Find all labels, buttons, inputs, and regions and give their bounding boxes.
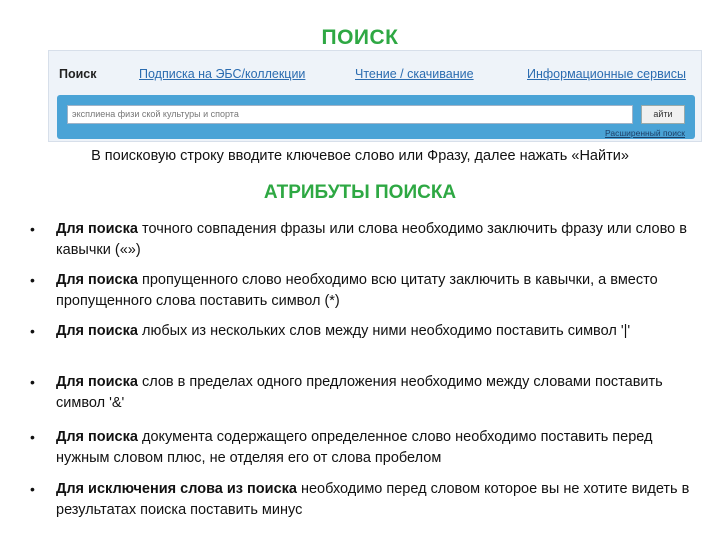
nav-item-subscription[interactable]: Подписка на ЭБС/коллекции xyxy=(139,67,306,81)
bullet-text: пропущенного слово необходимо всю цитату заключить в кавычки, а вместо пропущенного слова поставить символ (*) xyxy=(56,272,658,309)
bullet-icon: • xyxy=(30,221,35,237)
find-button[interactable]: айти xyxy=(641,105,685,124)
section-title: АТРИБУТЫ ПОИСКА xyxy=(263,182,457,203)
top-navigation xyxy=(57,67,693,87)
bullet-text: документа содержащего определенное слово необходимо поставить перед нужным словом плюс, не отделяя его от слова пробелом xyxy=(56,429,653,466)
search-instruction: В поисковую строку вводите ключевое слово или Фразу, далее нажать «Найти» xyxy=(91,148,629,164)
bullet-bold: Для поиска xyxy=(56,429,138,445)
search-input[interactable]: эксплиена физи ской культуры и спорта xyxy=(67,105,633,124)
bullet-icon: • xyxy=(30,429,35,445)
nav-item-info-services[interactable]: Информационные сервисы xyxy=(527,67,686,81)
bullet-icon: • xyxy=(30,323,35,339)
search-bar xyxy=(57,95,695,139)
bullet-icon: • xyxy=(30,374,35,390)
bullet-icon: • xyxy=(30,481,35,497)
nav-item-reading[interactable]: Чтение / скачивание xyxy=(355,67,474,81)
bullet-bold: Для исключения слова из поиска xyxy=(56,481,297,497)
bullet-bold: Для поиска xyxy=(56,221,138,237)
bullet-icon: • xyxy=(30,272,35,288)
bullet-bold: Для поиска xyxy=(56,272,138,288)
bullet-text: слов в пределах одного предложения необходимо между словами поставить символ '&' xyxy=(56,374,663,411)
page-title: ПОИСК xyxy=(321,26,399,49)
bullet-bold: Для поиска xyxy=(56,323,138,339)
bullet-text: необходимо перед словом которое вы не хотите видеть в результатах поиска поставить минус xyxy=(56,481,690,518)
advanced-search-link[interactable]: Расширенный поиск xyxy=(604,128,685,138)
nav-item-search[interactable]: Поиск xyxy=(59,67,97,81)
bullet-bold: Для поиска xyxy=(56,374,138,390)
search-screenshot xyxy=(48,50,702,142)
bullet-text: точного совпадения фразы или слова необходимо заключить фразу или слово в кавычки («») xyxy=(56,221,687,258)
bullet-text: любых из нескольких слов между ними необходимо поставить символ '|' xyxy=(137,323,631,339)
